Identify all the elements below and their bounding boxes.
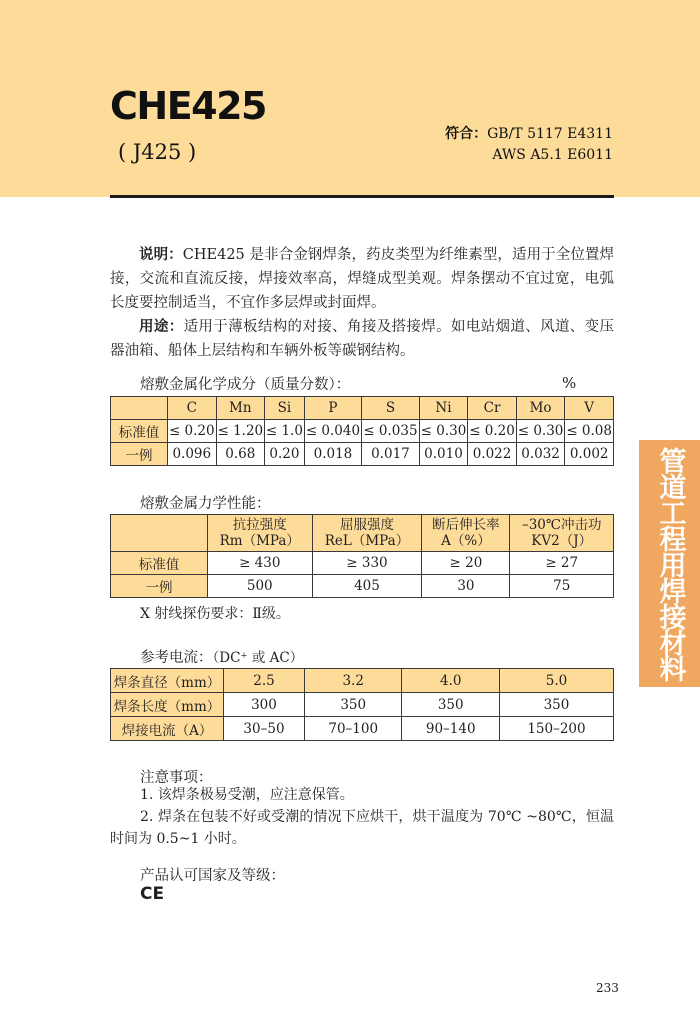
usage-text: 适用于薄板结构的对接、角接及搭接焊。如电站烟道、风道、变压器油箱、船体上层结构和车辆外板等碳钢结构。 (110, 319, 615, 359)
table-cell: 0.010 (419, 443, 468, 466)
table-cell: ≤ 1.20 (216, 420, 265, 443)
description-label: 说明： (139, 247, 183, 263)
table-cell: ≤ 0.30 (419, 420, 468, 443)
table-cell: ≤ 0.30 (516, 420, 565, 443)
current-title-label: 参考电流： (140, 650, 213, 666)
ce-mark: CE (140, 884, 165, 904)
table-cell: 500 (208, 575, 313, 598)
notes-title: 注意事项： (140, 770, 213, 786)
table-cell: 5.0 (499, 669, 613, 693)
header-band (0, 0, 700, 197)
table-cell: ≤ 0.035 (362, 420, 420, 443)
table-row (111, 420, 614, 443)
table-cell: ≤ 1.0 (265, 420, 305, 443)
chem-header-cell: V (565, 397, 614, 420)
chem-header-cell (111, 397, 168, 420)
mech-section-title: 熔敷金属力学性能： (140, 496, 271, 512)
page-number: 233 (596, 981, 619, 995)
description-paragraph (110, 243, 614, 315)
table-cell: ≤ 0.08 (565, 420, 614, 443)
table-cell: 75 (510, 575, 614, 598)
table-cell: 300 (224, 693, 305, 717)
mech-header-line: 屈服强度 (339, 517, 394, 533)
table-cell: 0.017 (362, 443, 420, 466)
row-header: 一例 (111, 443, 168, 466)
standard-block (445, 124, 613, 166)
chem-header-cell: Si (265, 397, 305, 420)
mech-header-cell (510, 515, 614, 552)
table-cell: ≥ 27 (510, 552, 614, 575)
certification-title: 产品认可国家及等级： (140, 868, 285, 884)
table-cell: ≤ 0.040 (304, 420, 362, 443)
table-cell: ≥ 430 (208, 552, 313, 575)
chem-header-cell: Mn (216, 397, 265, 420)
mech-header-cell (111, 515, 208, 552)
header-divider (110, 195, 614, 198)
table-row (111, 693, 614, 717)
table-cell: 4.0 (402, 669, 500, 693)
mech-header-cell (312, 515, 422, 552)
chem-section-title: 熔敷金属化学成分（质量分数）： (140, 377, 351, 393)
table-cell: 3.2 (304, 669, 402, 693)
table-cell: 2.5 (224, 669, 305, 693)
mech-header-line: Rm（MPa） (219, 533, 300, 549)
current-table (110, 668, 614, 741)
note-item: 1. 该焊条极易受潮，应注意保管。 (140, 787, 354, 803)
table-row (111, 443, 614, 466)
chem-unit: % (562, 374, 577, 392)
mech-header-line: 抗拉强度 (232, 517, 287, 533)
mech-header-line: 断后伸长率 (432, 517, 500, 533)
mech-header-line: KV2（J） (531, 533, 593, 549)
standard-line-1: GB/T 5117 E4311 (487, 126, 613, 142)
mech-header-row (111, 515, 614, 552)
standard-line-2: AWS A5.1 E6011 (492, 147, 613, 163)
row-header: 标准值 (111, 420, 168, 443)
usage-label: 用途： (139, 319, 184, 335)
table-cell: 350 (499, 693, 613, 717)
table-row (111, 575, 614, 598)
row-header: 焊接电流（A） (111, 717, 224, 741)
table-cell: 0.002 (565, 443, 614, 466)
chem-header-cell: Mo (516, 397, 565, 420)
row-header: 标准值 (111, 552, 208, 575)
mech-table (110, 514, 614, 598)
chem-header-cell: C (168, 397, 217, 420)
chem-header-cell: P (304, 397, 362, 420)
product-subtitle: ( J425 ) (118, 140, 197, 164)
table-cell: ≥ 330 (312, 552, 422, 575)
table-cell: 350 (304, 693, 402, 717)
table-cell: ≤ 0.20 (168, 420, 217, 443)
chem-table (110, 396, 614, 466)
description-text: CHE425 是非合金钢焊条，药皮类型为纤维素型，适用于全位置焊接，交流和直流反接，焊接效率高，焊缝成型美观。焊条摆动不宜过宽，电弧长度要控制适当，不宜作多层焊或封面焊。 (110, 247, 615, 311)
current-section-title (140, 646, 303, 667)
product-title: CHE425 (110, 84, 266, 128)
chem-header-cell: Ni (419, 397, 468, 420)
row-header: 焊条长度（mm） (111, 693, 224, 717)
table-cell: 0.20 (265, 443, 305, 466)
usage-paragraph (110, 315, 614, 363)
mech-header-line: –30℃冲击功 (521, 517, 602, 533)
mech-header-line: A（%） (441, 533, 491, 549)
row-header: 焊条直径（mm） (111, 669, 224, 693)
chem-header-row (111, 397, 614, 420)
table-cell: 405 (312, 575, 422, 598)
table-cell: 0.032 (516, 443, 565, 466)
table-cell: 90–140 (402, 717, 500, 741)
table-cell: 70–100 (304, 717, 402, 741)
table-row (111, 717, 614, 741)
table-cell: 350 (402, 693, 500, 717)
table-cell: 0.018 (304, 443, 362, 466)
side-category-tab (639, 440, 700, 687)
table-row (111, 552, 614, 575)
chem-header-cell: S (362, 397, 420, 420)
standard-label: 符合： (445, 126, 488, 142)
table-cell: 0.022 (468, 443, 517, 466)
table-cell: ≥ 20 (422, 552, 510, 575)
row-header: 一例 (111, 575, 208, 598)
notes-list (110, 784, 614, 850)
mech-header-cell (208, 515, 313, 552)
chem-header-cell: Cr (468, 397, 517, 420)
table-cell: ≤ 0.20 (468, 420, 517, 443)
table-row (111, 669, 614, 693)
table-cell: 30–50 (224, 717, 305, 741)
table-cell: 150–200 (499, 717, 613, 741)
table-cell: 0.096 (168, 443, 217, 466)
table-cell: 0.68 (216, 443, 265, 466)
note-item: 2. 焊条在包装不好或受潮的情况下应烘干，烘干温度为 70℃ ~80℃，恒温时间为 0.5~1 小时。 (110, 809, 614, 847)
side-category-label: 管道工程用焊接材料 (654, 446, 686, 681)
mech-header-cell (422, 515, 510, 552)
current-title-note: （DC⁺ 或 AC） (212, 650, 304, 666)
table-cell: 30 (422, 575, 510, 598)
mech-header-line: ReL（MPa） (324, 533, 410, 549)
xray-note: X 射线探伤要求：Ⅱ级。 (140, 606, 290, 622)
